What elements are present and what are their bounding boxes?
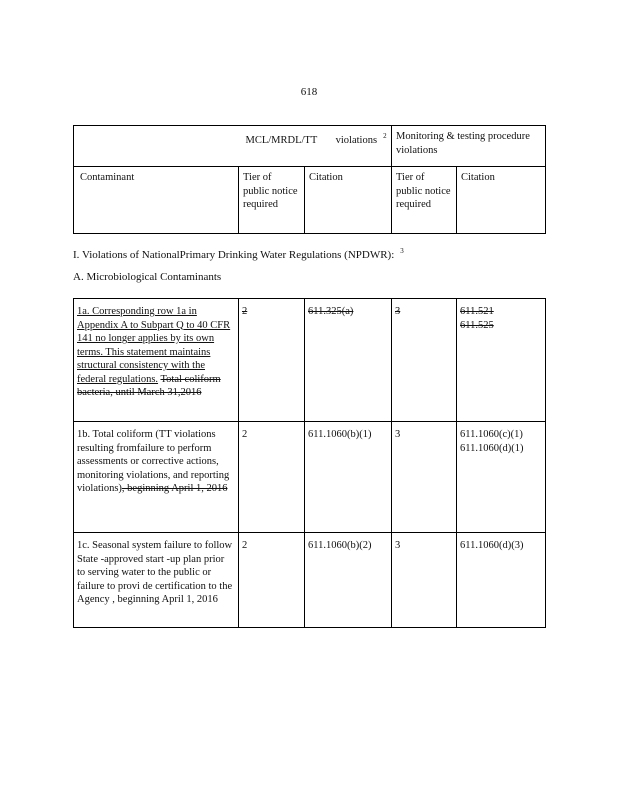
row-1a-contaminant	[74, 299, 239, 422]
row-1a-citation2-line1: 611.521	[460, 306, 494, 317]
header-blank-cell	[74, 126, 305, 167]
row-1b-struck-text: , beginning April 1, 2016	[121, 483, 228, 494]
row-1c-tier1: 2	[239, 533, 305, 628]
section-heading-microbiological: A. Microbiological Contaminants	[73, 271, 222, 283]
contaminant-table	[73, 298, 546, 628]
row-1a-struck-text: Total coliform bacteria, until March 31,2016	[77, 373, 221, 398]
row-1b-citation2	[457, 422, 546, 533]
footnote-2: 2	[383, 132, 387, 140]
row-1a-amendment-text: 1a. Corresponding row 1a in Appendix A to Subpart Q to 40 CFR 141 no longer applies by its own terms. This statement maintains structural consistency with the federal regulations.	[77, 306, 231, 385]
table-row	[74, 299, 546, 422]
row-1a-citation1	[305, 299, 392, 422]
row-1b-citation2-line1: 611.1060(c)(1)	[460, 429, 523, 440]
row-1a-tier2	[392, 299, 457, 422]
row-1a-citation1-value: 611.325(a)	[308, 306, 354, 317]
col-citation-monitoring: Citation	[457, 167, 546, 234]
header-table	[73, 125, 546, 234]
row-1b-tier2: 3	[392, 422, 457, 533]
footnote-3: 3	[400, 247, 404, 255]
header-group-monitoring: Monitoring & testing procedure violations	[392, 126, 546, 167]
row-1c-tier2: 3	[392, 533, 457, 628]
header-group-mcl	[245, 126, 392, 167]
section-heading-text: I. Violations of NationalPrimary Drinking Water Regulations (NPDWR):	[73, 249, 395, 261]
row-1b-citation2-line2: 611.1060(d)(1)	[460, 442, 524, 454]
row-1c-citation1: 611.1060(b)(2)	[305, 533, 392, 628]
header-group-mcl-violations: violations	[335, 135, 378, 146]
col-tier-mcl: Tier of public notice required	[239, 167, 305, 234]
row-1a-citation2-line2: 611.525	[460, 319, 494, 331]
row-1b-text: 1b. Total coliform (TT violations resulting fromfailure to perform assessments or corrective actions, monitoring violations, and reporting violations)	[77, 429, 230, 494]
row-1b-contaminant	[74, 422, 239, 533]
col-contaminant: Contaminant	[74, 167, 239, 234]
col-tier-monitoring: Tier of public notice required	[392, 167, 457, 234]
table-row	[74, 533, 546, 628]
row-1a-tier2-value: 3	[395, 306, 401, 317]
row-1b-citation1: 611.1060(b)(1)	[305, 422, 392, 533]
row-1b-tier1: 2	[239, 422, 305, 533]
page-number: 618	[300, 86, 318, 98]
row-1a-tier1	[239, 299, 305, 422]
row-1a-citation2	[457, 299, 546, 422]
section-heading-violations	[73, 245, 404, 263]
row-1c-contaminant: 1c. Seasonal system failure to follow State -approved start -up plan prior to serving water to the public or failure to provi de certification to the Agency , beginning April 1, 2016	[74, 533, 239, 628]
col-citation-mcl: Citation	[305, 167, 392, 234]
header-group-mcl-title: MCL/MRDL/TT	[245, 135, 318, 146]
row-1a-tier1-value: 2	[242, 306, 248, 317]
row-1c-citation2: 611.1060(d)(3)	[457, 533, 546, 628]
table-row	[74, 422, 546, 533]
